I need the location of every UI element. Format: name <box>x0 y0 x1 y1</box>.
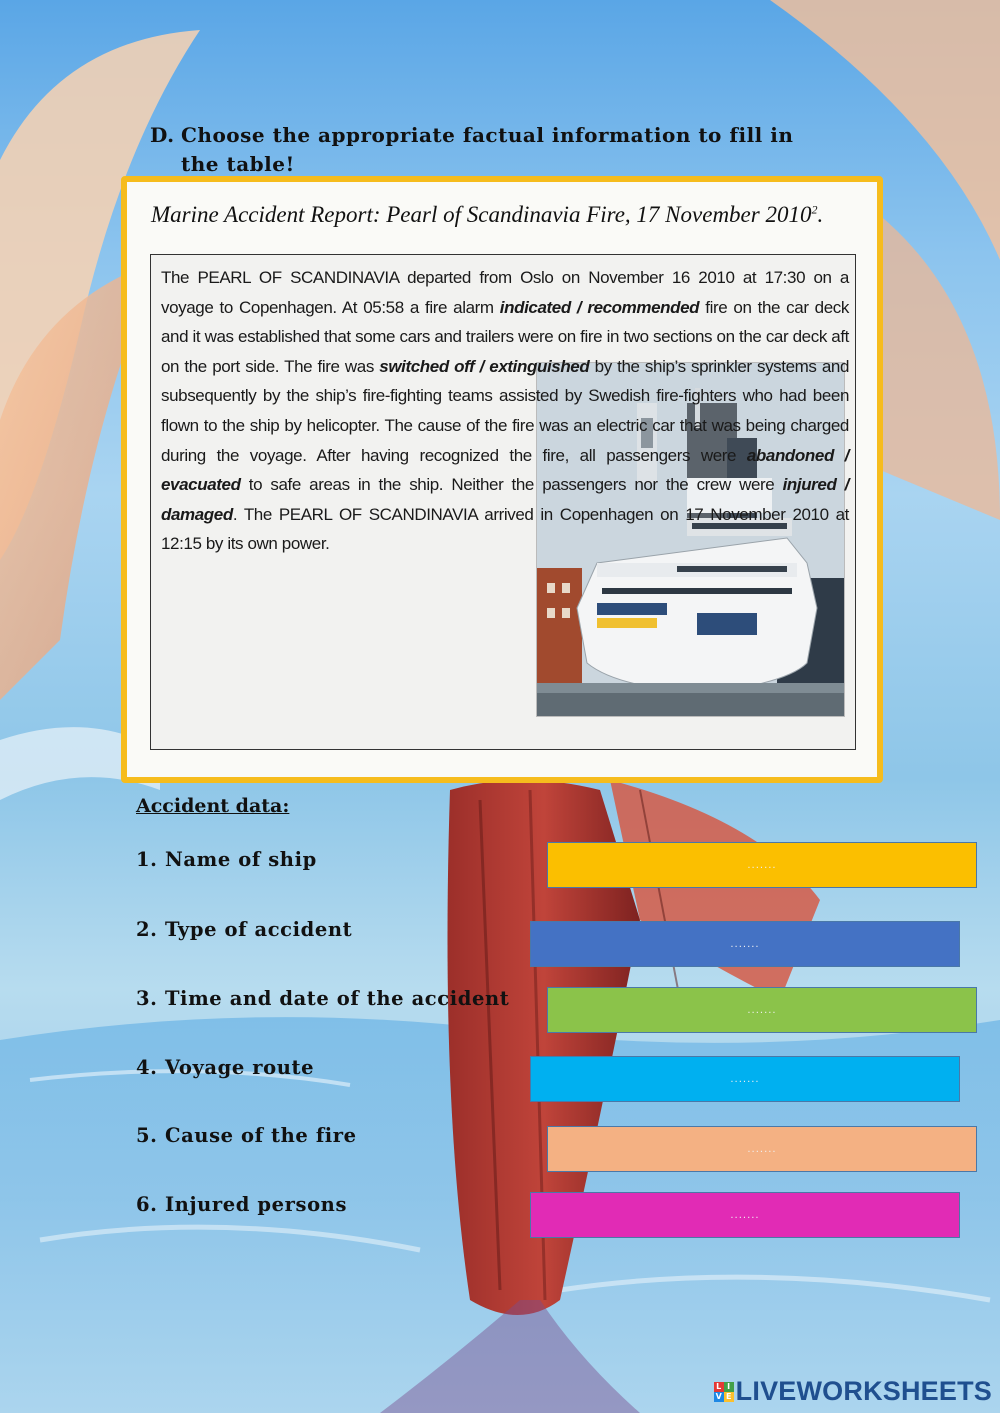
choice-abandoned-evacuated[interactable]: abandoned / evacuated <box>161 445 850 495</box>
answer-time-and-date[interactable]: ....... <box>547 987 977 1033</box>
report-seg-5: . The PEARL OF SCANDINAVIA arrived in Copenhagen on 17 November 2010 at 12:15 by its own power. <box>161 504 849 554</box>
label-time-and-date: 3. Time and date of the accident <box>136 987 510 1010</box>
choice-switched-off-extinguished[interactable]: switched off / extinguished <box>379 356 590 376</box>
logo-text: LIVEWORKSHEETS <box>735 1376 992 1406</box>
answer-cause-of-fire[interactable]: ....... <box>547 1126 977 1172</box>
logo-badge-letter: I <box>724 1382 734 1392</box>
answer-injured-persons[interactable]: ....... <box>530 1192 960 1238</box>
report-text-box <box>150 254 856 750</box>
instruction-line-2: the table! <box>181 152 295 176</box>
label-name-of-ship: 1. Name of ship <box>136 848 317 871</box>
logo-badge-icon <box>714 1382 734 1402</box>
answer-voyage-route[interactable]: ....... <box>530 1056 960 1102</box>
report-text <box>161 263 849 559</box>
report-seg-4: to safe areas in the ship. Neither the passengers nor the crew were <box>240 475 783 495</box>
liveworksheets-logo <box>714 1376 992 1407</box>
accident-data-heading: Accident data: <box>136 795 290 817</box>
logo-badge-letter: V <box>715 1392 722 1401</box>
label-type-of-accident: 2. Type of accident <box>136 918 353 941</box>
logo-badge-letter: E <box>724 1392 734 1402</box>
answer-name-of-ship[interactable]: ....... <box>547 842 977 888</box>
footnote-marker: 2 <box>811 202 818 217</box>
answer-type-of-accident[interactable]: ....... <box>530 921 960 967</box>
report-seg-3: by the ship’s sprinkler systems and subsequently by the ship’s fire-fighting teams assisted by Swedish fire-fighters who had been flown to the ship by helicopter. The cause of the fire was an electric car that was being charged during the voyage. After having recognized the fire, all passengers were <box>161 356 849 465</box>
report-title <box>151 202 823 228</box>
instruction-line-1: Choose the appropriate factual information to fill in <box>181 123 794 147</box>
logo-badge-letter: L <box>714 1382 724 1392</box>
label-injured-persons: 6. Injured persons <box>136 1193 348 1216</box>
report-title-text: Marine Accident Report: Pearl of Scandinavia Fire, 17 November 2010 <box>151 202 812 227</box>
label-voyage-route: 4. Voyage route <box>136 1056 315 1079</box>
report-title-end: . <box>817 202 824 227</box>
task-letter: D. <box>150 123 175 147</box>
label-cause-of-fire: 5. Cause of the fire <box>136 1124 357 1147</box>
report-seg-2: fire on the car deck and it was established that some cars and trailers were on fire in two sections on the car deck aft on the port side. The fire was <box>161 297 849 376</box>
choice-injured-damaged[interactable]: injured / damaged <box>161 475 849 524</box>
report-frame <box>121 176 883 783</box>
choice-indicated-recommended[interactable]: indicated / recommended <box>499 297 700 317</box>
task-instruction <box>150 121 870 179</box>
report-seg-1: The PEARL OF SCANDINAVIA departed from Oslo on November 16 2010 at 17:30 on a voyage to Copenhagen. At 05:58 a fire alarm <box>161 268 849 317</box>
